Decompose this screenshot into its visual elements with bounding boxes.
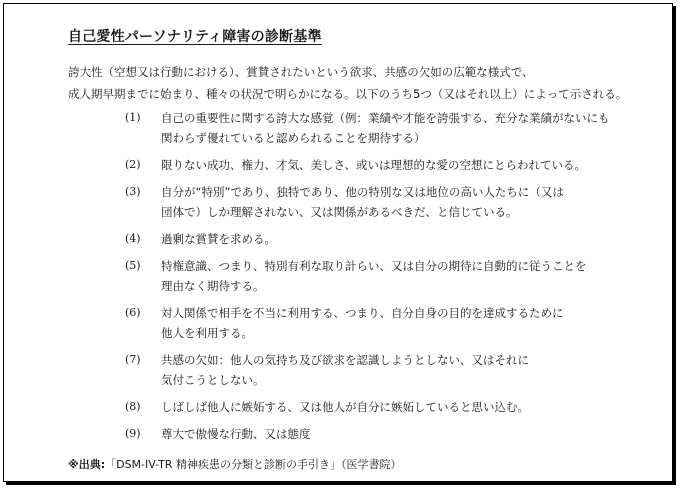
criterion-number: (4) <box>125 232 141 245</box>
criterion-item <box>125 155 610 175</box>
criterion-text: 過剰な賞賛を求める。 <box>161 232 276 246</box>
criterion-number: (6) <box>125 306 141 319</box>
criterion-number: (9) <box>125 427 141 440</box>
criterion-item <box>125 397 610 417</box>
criterion-item <box>125 108 610 148</box>
criterion-item <box>125 350 610 390</box>
criterion-number: (8) <box>125 400 141 413</box>
criteria-list <box>125 108 610 451</box>
criterion-item <box>125 303 610 343</box>
criterion-number: (2) <box>125 158 141 171</box>
criterion-text: 限りない成功、権力、才気、美しさ、或いは理想的な愛の空想にとらわれている。 <box>161 158 587 172</box>
intro-paragraph <box>68 61 627 105</box>
criterion-item <box>125 256 610 296</box>
criterion-text: 対人関係で相手を不当に利用する、つまり、自分自身の目的を達成するために 他人を利用する。 <box>161 306 564 340</box>
criterion-number: (7) <box>125 353 141 366</box>
criterion-text: 特権意識、つまり、特別有利な取り計らい、又は自分の期待に自動的に従うことを 理由なく期待する。 <box>161 259 587 293</box>
criterion-text: 自己の重要性に関する誇大な感覚（例：業績や才能を誇張する、充分な業績がないにも 関わらず優れていると認められることを期待する） <box>161 111 610 145</box>
intro-line-1: 誇大性（空想又は行動における）、賞賛されたいという欲求、共感の欠如の広範な様式で、 <box>68 65 534 79</box>
criterion-text: 自分が“特別”であり、独特であり、他の特別な又は地位の高い人たちに（又は 団体で）しか理解されない、又は関係があるべきだ、と信じている。 <box>161 185 564 219</box>
criterion-item <box>125 182 610 222</box>
criterion-text: しばしば他人に嫉妬する、又は他人が自分に嫉妬していると思い込む。 <box>161 400 529 414</box>
source-citation <box>68 456 401 472</box>
source-prefix: ※出典: <box>68 458 106 471</box>
intro-line-2: 成人期早期までに始まり、種々の状況で明らかになる。以下のうち5つ（又はそれ以上）によって示される。 <box>68 87 628 101</box>
document-frame <box>3 3 673 482</box>
criterion-text: 共感の欠如：他人の気持ち及び欲求を認識しようとしない、又はそれに 気付こうとしない。 <box>161 353 529 387</box>
source-text: 「DSM-IV-TR 精神疾患の分類と診断の手引き」（医学書院） <box>105 458 402 471</box>
criterion-item <box>125 229 610 249</box>
criterion-item <box>125 424 610 444</box>
criterion-number: (1) <box>125 111 141 124</box>
criterion-number: (3) <box>125 185 141 198</box>
criterion-number: (5) <box>125 259 141 272</box>
criterion-text: 尊大で傲慢な行動、又は態度 <box>161 427 311 441</box>
page-title: 自己愛性パーソナリティ障害の診断基準 <box>68 29 322 45</box>
